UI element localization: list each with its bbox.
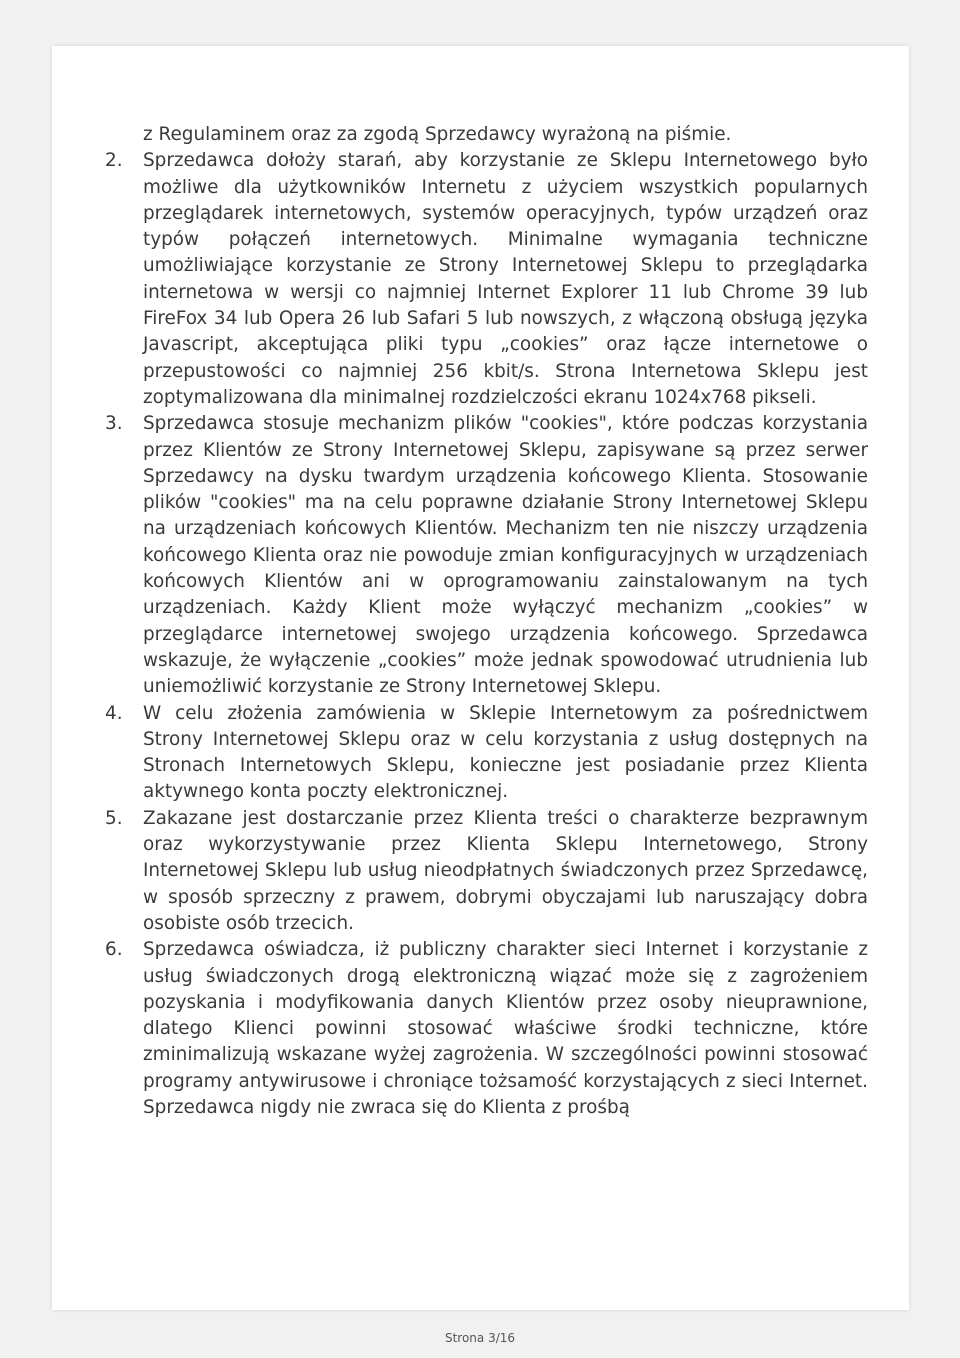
list-item-text: Sprzedawca oświadcza, iż publiczny charakter sieci Internet i korzystanie z usług świadczonych drogą elektroniczną wiązać może się z zagrożeniem pozyskania i modyfikowania danych Klientów przez osoby nieuprawnione, dlatego Klienci powinni stosować właściwe środki techniczne, które zminimalizują wskazane wyżej zagrożenia. W szczególności powinni stosować programy antywirusowe i chroniące tożsamość korzystających z sieci Internet. Sprzedawca nigdy nie zwraca się do Klienta z prośbą xyxy=(143,939,868,1118)
list-item-text: Zakazane jest dostarczanie przez Klienta treści o charakterze bezprawnym oraz wykorzystywanie przez Klienta Sklepu Internetowego, Strony Internetowej Sklepu lub usług nieodpłatnych świadczonych przez Sprzedawcę, w sposób sprzeczny z prawem, dobrymi obyczajami lub naruszający dobra osobiste osób trzecich. xyxy=(143,807,868,934)
list-item-number: 2. xyxy=(105,150,123,172)
list-item-number: 3. xyxy=(105,413,123,435)
document-body xyxy=(105,122,868,1121)
page-number-footer: Strona 3/16 xyxy=(444,1331,516,1345)
list-item-text: Sprzedawca dołoży starań, aby korzystanie ze Sklepu Internetowego było możliwe dla użytkowników Internetu z użyciem wszystkich popularnych przeglądarek internetowych, systemów operacyjnych, typów urządzeń oraz typów połączeń internetowych. Minimalne wymagania techniczne umożliwiające korzystanie ze Strony Internetowej Sklepu to przeglądarka internetowa w wersji co najmniej Internet Explorer 11 lub Chrome 39 lub FireFox 34 lub Opera 26 lub Safari 5 lub nowszych, z włączoną obsługą języka Javascript, akceptująca pliki typu „cookies” oraz łącze internetowe o przepustowości co najmniej 256 kbit/s. Strona Internetowa Sklepu jest zoptymalizowana dla minimalnej rozdzielczości ekranu 1024x768 pikseli. xyxy=(143,150,868,408)
list-item-2 xyxy=(105,148,868,411)
continuation-paragraph: z Regulaminem oraz za zgodą Sprzedawcy wyrażoną na piśmie. xyxy=(143,124,732,145)
list-item-text: Sprzedawca stosuje mechanizm plików "cookies", które podczas korzystania przez Klientów ze Strony Internetowej Sklepu, zapisywane są przez serwer Sprzedawcy na dysku twardym urządzenia końcowego Klienta. Stosowanie plików "cookies" ma na celu poprawne działanie Strony Internetowej Sklepu na urządzeniach końcowych Klientów. Mechanizm ten nie niszczy urządzenia końcowego Klienta oraz nie powoduje zmian konfiguracyjnych w urządzeniach końcowych Klientów ani w oprogramowaniu zainstalowanym na tych urządzeniach. Każdy Klient może wyłączyć mechanizm „cookies” w przeglądarce internetowej swojego urządzenia końcowego. Sprzedawca wskazuje, że wyłączenie „cookies” może jednak spowodować utrudnienia lub uniemożliwić korzystanie ze Strony Internetowej Sklepu. xyxy=(143,413,868,698)
list-item-5 xyxy=(105,806,868,937)
list-item-6 xyxy=(105,937,868,1121)
list-item-number: 6. xyxy=(105,939,123,961)
list-item-number: 5. xyxy=(105,807,123,829)
list-item-3 xyxy=(105,411,868,700)
list-item-4 xyxy=(105,701,868,806)
list-item-text: W celu złożenia zamówienia w Sklepie Internetowym za pośrednictwem Strony Internetowej Sklepu oraz w celu korzystania z usług dostępnych na Stronach Internetowych Sklepu, konieczne jest posiadanie przez Klienta aktywnego konta poczty elektronicznej. xyxy=(143,702,868,803)
list-item-number: 4. xyxy=(105,702,123,724)
